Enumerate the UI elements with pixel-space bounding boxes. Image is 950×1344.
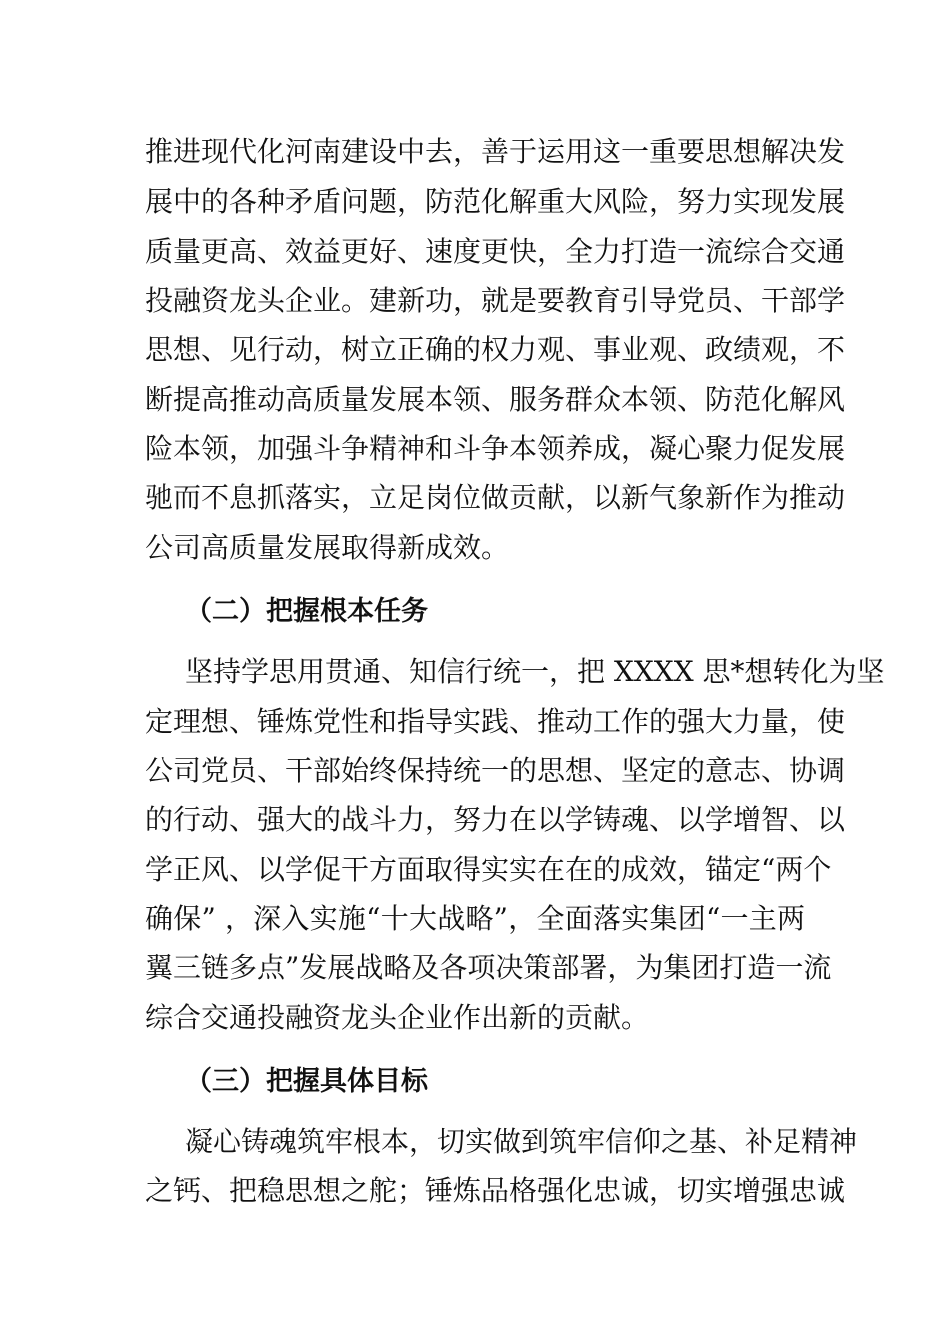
paragraph-line: 之钙、把稳思想之舵；锤炼品格强化忠诚，切实增强忠诚 bbox=[145, 1174, 846, 1207]
paragraph-line: 推进现代化河南建设中去，善于运用这一重要思想解决发 bbox=[145, 135, 846, 168]
paragraph-line: 展中的各种矛盾问题，防范化解重大风险，努力实现发展 bbox=[145, 185, 846, 218]
section-heading: （三）把握具体目标 bbox=[185, 1066, 428, 1097]
paragraph-line: 的行动、强大的战斗力，努力在以学铸魂、以学增智、以 bbox=[145, 803, 846, 836]
paragraph-line: 翼三链多点”发展战略及各项决策部署，为集团打造一流 bbox=[145, 951, 832, 984]
paragraph-line: 坚持学思用贯通、知信行统一，把 XXXX 思*想转化为坚 bbox=[185, 655, 885, 688]
paragraph-line: 断提高推动高质量发展本领、服务群众本领、防范化解风 bbox=[145, 383, 846, 416]
paragraph-line: 确保” ，深入实施“十大战略”，全面落实集团“一主两 bbox=[145, 902, 805, 935]
paragraph-line: 险本领，加强斗争精神和斗争本领养成，凝心聚力促发展 bbox=[145, 432, 846, 465]
paragraph-line: 质量更高、效益更好、速度更快，全力打造一流综合交通 bbox=[145, 235, 846, 268]
section-heading: （二）把握根本任务 bbox=[185, 596, 428, 627]
paragraph-line: 驰而不息抓落实，立足岗位做贡献，以新气象新作为推动 bbox=[145, 481, 846, 514]
paragraph-line: 投融资龙头企业。建新功，就是要教育引导党员、干部学 bbox=[145, 284, 846, 317]
paragraph-line: 思想、见行动，树立正确的权力观、事业观、政绩观，不 bbox=[145, 333, 846, 366]
paragraph-line: 公司党员、干部始终保持统一的思想、坚定的意志、协调 bbox=[145, 754, 846, 787]
paragraph-line: 公司高质量发展取得新成效。 bbox=[145, 531, 510, 564]
paragraph-line: 综合交通投融资龙头企业作出新的贡献。 bbox=[145, 1001, 650, 1034]
paragraph-line: 凝心铸魂筑牢根本，切实做到筑牢信仰之基、补足精神 bbox=[185, 1125, 858, 1158]
paragraph-line: 学正风、以学促干方面取得实实在在的成效，锚定“两个 bbox=[145, 853, 832, 886]
paragraph-line: 定理想、锤炼党性和指导实践、推动工作的强大力量，使 bbox=[145, 705, 846, 738]
